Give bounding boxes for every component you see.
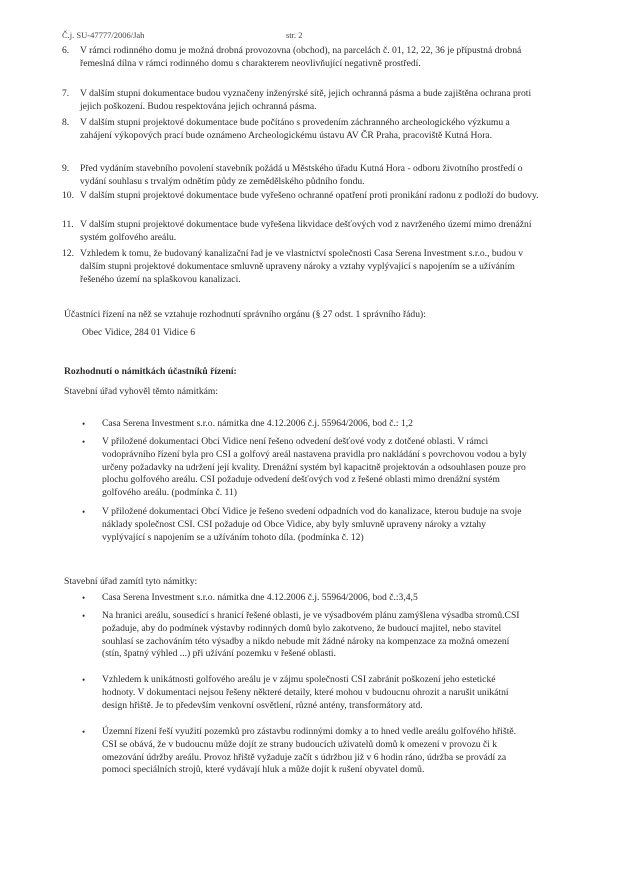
accepted-objection [82,506,530,544]
condition-item [62,219,540,245]
document-reference: Č.j. SU-47777/2006/Jah [62,30,145,40]
condition-text: Vzhledem k tomu, že budovaný kanalizační řad je ve vlastnictví společnosti Casa Serena Investment s.r.o., budou v dalším stupni projektové dokumentace smluvně upraveny nároky a vztahy vyplývající s napojením se a užíváním řešeného území na splaškovou kanalizaci. [80,248,524,285]
bullet-icon: • [82,507,86,517]
objections-heading: Rozhodnutí o námitkách účastníků řízení: [64,366,237,377]
objection-text: V přiložené dokumentaci Obci Vidice není řešeno odvedení dešťové vody z dotčené oblasti. V rámci vodoprávního řízení byla pro CSI a golfový areál nastavena pravidla pro nakládání s povrchovou vodou a byly určeny požadavky na udržení její kvality. Drenážní systém byl kapacitně projektován a odsouhlasen pouze pro plochu golfového areálu. CSI požaduje odvedení dešťových vod z řešené oblasti mimo drenážní systém golfového areálu. (podmínka č. 11) [102,436,527,499]
condition-number: 10. [62,190,74,201]
condition-item [62,45,540,71]
condition-text: V dalším stupni projektové dokumentace bude vyřešena likvidace dešťových vod z navrženého území mimo drenážní systém golfového areálu. [80,219,532,243]
bullet-icon: • [82,437,86,447]
bullet-icon: • [82,611,86,621]
condition-number: 9. [62,163,70,174]
objection-text: V přiložené dokumentaci Obcí Vidice je řešeno svedení odpadních vod do kanalizace, kterou buduje na svoje náklady společnost CSI. CSI požaduje od Obce Vidice, aby byly smluvně upraveny nároky a vztahy vyplývající s napojením se a užíváním tohoto díla. (podmínka č. 12) [102,506,522,543]
condition-text: Před vydáním stavebního povolení stavebník požádá u Městského úřadu Kutná Hora - odboru životního prostředí o vydání souhlasu s trvalým odnětím půdy ze zemědělského půdního fondu. [80,163,523,187]
condition-text: V rámci rodinného domu je možná drobná provozovna (obchod), na parcelách č. 01, 12, 22, 36 je přípustná drobná řemeslná dílna v rámci rodinného domu s charakterem neovlivňující negativně prostředí. [80,45,522,69]
condition-item [62,163,540,189]
condition-number: 6. [62,45,70,56]
bullet-icon: • [82,727,86,737]
rejected-objection [82,592,530,605]
accepted-intro: Stavební úřad vyhověl těmto námitkám: [64,386,219,397]
participant-entry: Obec Vidice, 284 01 Vidice 6 [82,327,196,338]
rejected-objection [82,610,530,661]
condition-number: 8. [62,117,70,128]
objection-text: Casa Serena Investment s.r.o. námitka dne 4.12.2006 č.j. 55964/2006, bod č.: 1,2 [102,418,413,429]
page-number: str. 2 [286,30,303,40]
accepted-objection [82,418,530,431]
objection-text: Casa Serena Investment s.r.o. námitka dne 4.12.2006 č.j. 55964/2006, bod č.:3,4,5 [102,592,418,603]
rejected-objection [82,674,530,712]
objection-text: Územní řízení řeší využití pozemků pro zástavbu rodinnými domky a to hned vedle areálu golfového hřiště. CSI se obává, že v budoucnu může dojít ze strany budoucích uživatelů domů k omezení v provozu či k omezování údržby areálu. Provoz hřiště vyžaduje začít s údržbou již v 6 hodin ráno, údržba se provádí za pomoci speciálních strojů, které vydávají hluk a může dojít k rušení obyvatel domů. [102,726,517,776]
condition-number: 11. [62,219,74,230]
participants-intro: Účastníci řízení na něž se vztahuje rozhodnutí správního orgánu (§ 27 odst. 1 správního řádu): [64,309,426,320]
condition-item [62,190,540,203]
bullet-icon: • [82,419,86,429]
condition-number: 12. [62,248,74,259]
objection-text: Vzhledem k unikátnosti golfového areálu je v zájmu společnosti CSI zabránit poškození jeho estetické hodnoty. V dokumentaci nejsou řešeny některé detaily, které mohou v budoucnu ohrozit a narušit unikátní design hřiště. Je to především venkovní osvětlení, různé antény, transformátory atd. [102,674,509,711]
condition-text: V dalším stupni projektové dokumentace bude vyřešeno ochranné opatření proti pronikání radonu z podloží do budovy. [80,190,539,201]
condition-item [62,117,540,143]
condition-number: 7. [62,88,70,99]
condition-item [62,88,540,114]
rejected-objection [82,726,530,777]
objection-text: Na hranici areálu, sousedící s hranicí řešené oblasti, je ve výsadbovém plánu zamýšlena výsadba stromů.CSI požaduje, aby do podmínek výstavby rodinných domů bylo zakotveno, že budoucí majitel, nebo stavitel souhlasí se zachováním této výsadby a nikdo nebude mít žádné nároky na kompenzace za možná omezení (stín, špatný výhled ...) při užívání pozemku v řešené oblasti. [102,610,520,660]
condition-text: V dalším stupni projektové dokumentace bude počítáno s provedením záchranného archeologického výzkumu a zahájení výkopových prací bude oznámeno Archeologickému ústavu AV ČR Praha, pracoviště Kutná Hora. [80,117,510,141]
accepted-objection [82,436,530,500]
condition-item [62,248,540,286]
rejected-intro: Stavební úřad zamítl tyto námitky: [64,576,198,587]
bullet-icon: • [82,593,86,603]
condition-text: V dalším stupni dokumentace budou vyznačeny inženýrské sítě, jejich ochranná pásma a bude zajištěna ochrana proti jejich poškození. Budou respektována jejich ochranná pásma. [80,88,532,112]
bullet-icon: • [82,675,86,685]
